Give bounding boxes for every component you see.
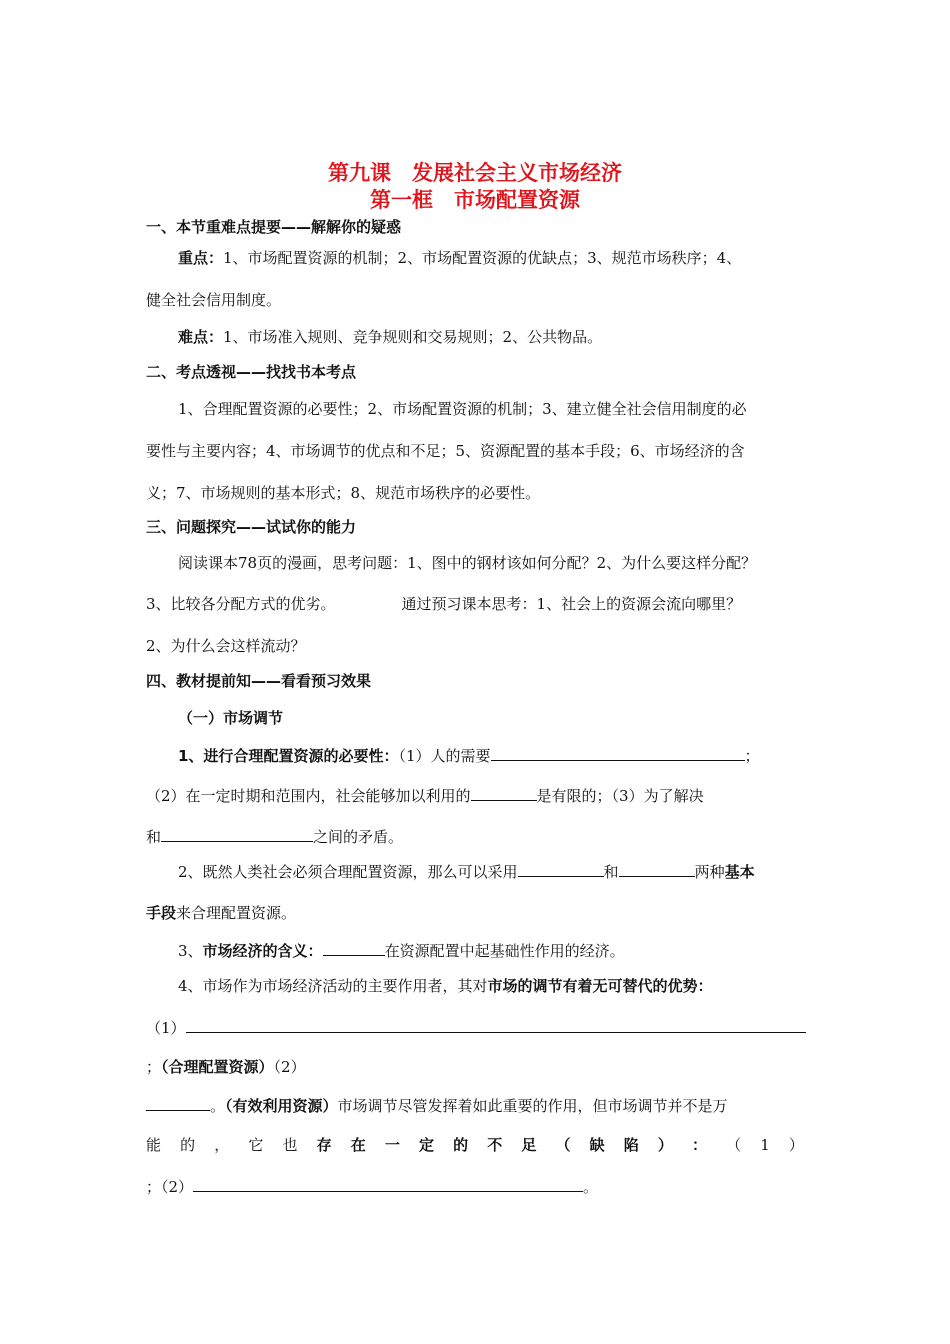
question-4-line-2 <box>146 1016 806 1039</box>
difficult-points-text: 1、市场准入规则、竞争规则和交易规则；2、公共物品。 <box>223 328 603 346</box>
question-4-bold-2: （合理配置资源） <box>161 1058 274 1076</box>
question-1-label: 1、进行合理配置资源的必要性： <box>178 747 399 765</box>
question-4-bold: 市场的调节有着无可替代的优势： <box>487 977 713 995</box>
text-char: ： <box>692 1136 708 1154</box>
fill-in-blank[interactable] <box>619 860 695 877</box>
text-char: 定 <box>419 1136 435 1154</box>
question-4-item-2b: ；（2） <box>146 1178 194 1196</box>
text-char: 的 <box>453 1136 469 1154</box>
text-char: ） <box>788 1136 804 1154</box>
question-1-part-4: 和 <box>146 828 162 846</box>
question-4-item-2: （2） <box>273 1058 306 1076</box>
question-2-bold: 基本 <box>724 863 755 881</box>
fill-in-blank[interactable] <box>518 860 604 877</box>
text-char: 足 <box>521 1136 537 1154</box>
question-4-bold-3: （有效利用资源） <box>225 1097 338 1115</box>
key-points-text: 1、市场配置资源的机制；2、市场配置资源的优缺点；3、规范市场秩序；4、 <box>223 249 742 267</box>
fill-in-blank[interactable] <box>193 1175 583 1192</box>
section-1-heading: 一、本节重难点提要——解解你的疑惑 <box>146 218 402 236</box>
inquiry-line-2 <box>146 593 741 615</box>
question-4-text-2: 市场调节尽管发挥着如此重要的作用，但市场调节并不是万 <box>337 1097 728 1115</box>
question-3-line <box>178 939 625 962</box>
fill-in-blank[interactable] <box>161 825 313 842</box>
question-4-item-1: （1） <box>146 1019 186 1037</box>
inquiry-preview-text: 通过预习课本思考：1、社会上的资源会流向哪里？ <box>401 595 742 613</box>
question-1-part-5: 之间的矛盾。 <box>313 828 404 846</box>
question-3-number: 3、 <box>178 942 203 960</box>
text-char: 缺 <box>589 1136 605 1154</box>
exam-points-line-2: 要性与主要内容；4、市场调节的优点和不足；5、资源配置的基本手段；6、市场经济的含 <box>146 442 745 460</box>
question-1-part-2: （2）在一定时期和范围内，社会能够加以利用的 <box>146 787 471 805</box>
exam-points-line-1: 1、合理配置资源的必要性；2、市场配置资源的机制；3、建立健全社会信用制度的必 <box>178 400 747 418</box>
fill-in-blank[interactable] <box>323 939 385 956</box>
question-3-text: 在资源配置中起基础性作用的经济。 <box>384 942 625 960</box>
text-char: 在 <box>350 1136 366 1154</box>
text-char: ， <box>214 1136 230 1154</box>
inquiry-line-1: 阅读课本78页的漫画，思考问题：1、图中的钢材该如何分配？2、为什么要这样分配？ <box>178 554 757 572</box>
question-2-bold-2: 手段 <box>146 904 177 922</box>
section-3-heading: 三、问题探究——试试你的能力 <box>146 518 357 536</box>
question-3-label: 市场经济的含义： <box>202 942 323 960</box>
question-2-part-3: 两种 <box>694 863 725 881</box>
question-1-line-3 <box>146 825 403 848</box>
text-char: 陷 <box>623 1136 639 1154</box>
punctuation: ； <box>744 747 760 765</box>
inquiry-line-3: 2、为什么会这样流动？ <box>146 637 306 655</box>
question-1-line-2 <box>146 784 704 807</box>
lesson-title: 第九课 发展社会主义市场经济 <box>328 161 622 185</box>
question-4-line-4 <box>146 1094 728 1117</box>
key-points-continued: 健全社会信用制度。 <box>146 291 282 309</box>
punctuation: 。 <box>210 1097 226 1115</box>
fill-in-blank[interactable] <box>186 1016 806 1033</box>
section-title: 第一框 市场配置资源 <box>370 188 580 212</box>
question-2-part-1: 2、既然人类社会必须合理配置资源，那么可以采用 <box>178 863 518 881</box>
text-char: 它 <box>248 1136 264 1154</box>
fill-in-blank[interactable] <box>471 784 537 801</box>
section-4-heading: 四、教材提前知——看看预习效果 <box>146 672 372 690</box>
key-points-label: 重点： <box>178 249 224 267</box>
punctuation: ； <box>146 1058 162 1076</box>
text-char: 的 <box>180 1136 196 1154</box>
question-2-part-2: 和 <box>603 863 619 881</box>
question-1-part-3: 是有限的；（3）为了解决 <box>536 787 704 805</box>
inquiry-compare-text: 3、比较各分配方式的优劣。 <box>146 595 336 613</box>
text-char: ） <box>657 1136 673 1154</box>
text-char: （ <box>726 1136 742 1154</box>
fill-in-blank[interactable] <box>491 744 745 761</box>
question-4-line-1 <box>178 975 713 997</box>
question-1-part-1: （1）人的需要 <box>398 747 491 765</box>
text-char: 也 <box>282 1136 298 1154</box>
question-2-line-2 <box>146 902 296 924</box>
question-4-line-3 <box>146 1056 306 1078</box>
punctuation: 。 <box>583 1178 599 1196</box>
question-4-text: 4、市场作为市场经济活动的主要作用者，其对 <box>178 977 488 995</box>
text-char: 一 <box>384 1136 400 1154</box>
text-char: （ <box>555 1136 571 1154</box>
text-char: 能 <box>146 1136 162 1154</box>
question-4-line-6 <box>146 1175 598 1198</box>
subsection-market-regulation: （一）市场调节 <box>178 709 284 727</box>
question-2-part-4: 来合理配置资源。 <box>176 904 297 922</box>
key-points-line <box>178 247 741 269</box>
text-char: 1 <box>760 1136 770 1154</box>
difficult-points-label: 难点： <box>178 328 224 346</box>
question-2-line-1 <box>178 860 755 883</box>
text-char: 不 <box>487 1136 503 1154</box>
exam-points-line-3: 义；7、市场规则的基本形式；8、规范市场秩序的必要性。 <box>146 484 541 502</box>
difficult-points-line <box>178 326 602 348</box>
question-1-line-1 <box>178 744 760 767</box>
text-char: 存 <box>316 1136 332 1154</box>
section-2-heading: 二、考点透视——找找书本考点 <box>146 363 357 381</box>
fill-in-blank[interactable] <box>146 1094 210 1111</box>
question-4-line-5 <box>146 1134 804 1156</box>
